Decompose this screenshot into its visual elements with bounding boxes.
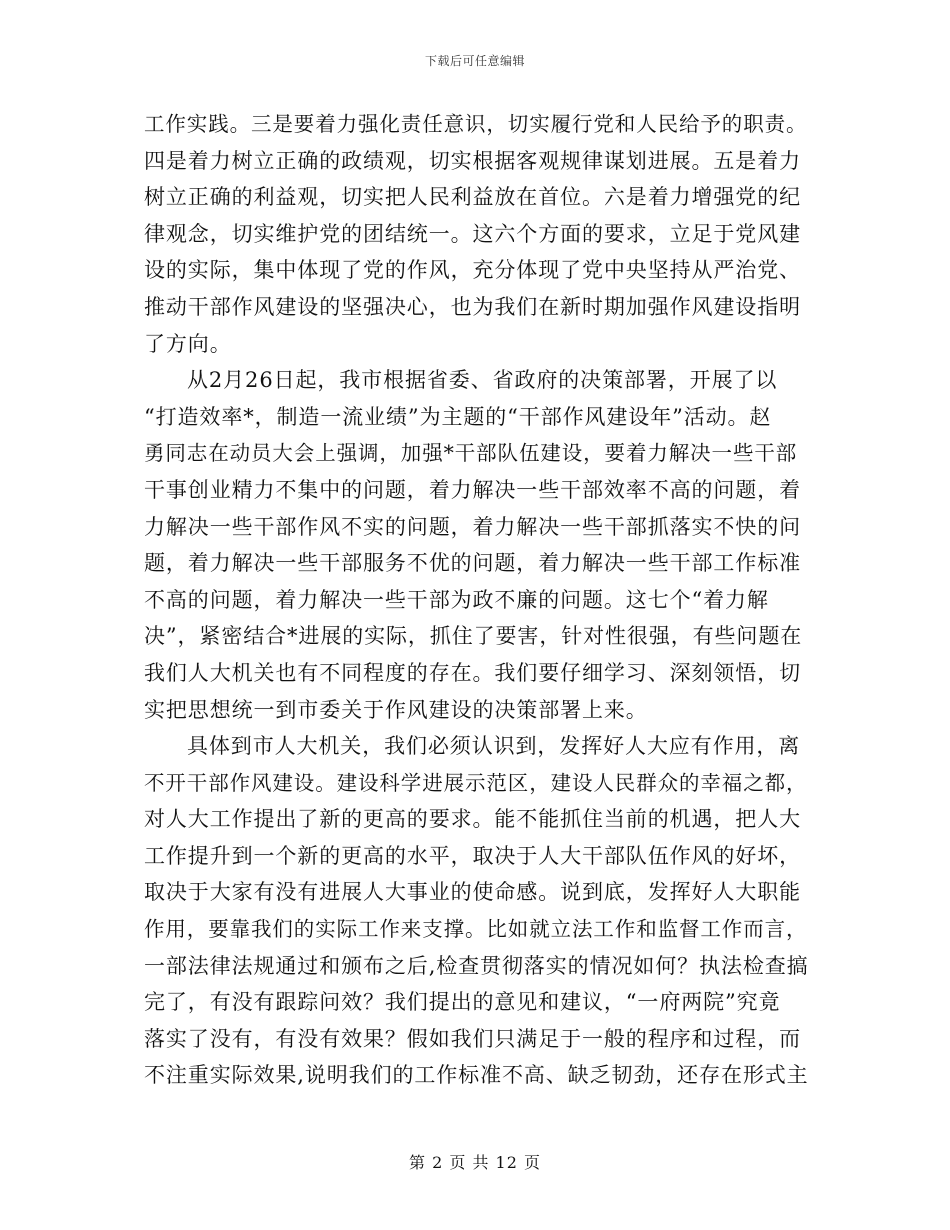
body-line: 力解决一些干部作风不实的问题，着力解决一些干部抓落实不快的问 bbox=[144, 514, 801, 539]
document-body bbox=[144, 106, 810, 1094]
paragraph-start-line: 具体到市人大机关，我们必须认识到，发挥好人大应有作用，离 bbox=[187, 734, 801, 759]
body-line: 完了，有没有跟踪问效？我们提出的意见和建议，“一府两院”究竟 bbox=[144, 990, 781, 1015]
body-line: 工作实践。三是要着力强化责任意识，切实履行党和人民给予的职责。 bbox=[144, 112, 808, 136]
page-footer: 第 2 页 共 12 页 bbox=[409, 1153, 541, 1172]
body-line: 推动干部作风建设的坚强决心，也为我们在新时期加强作风建设指明 bbox=[144, 294, 801, 319]
body-line: 干事创业精力不集中的问题，着力解决一些干部效率不高的问题，着 bbox=[144, 477, 801, 502]
body-line: 取决于大家有没有进展人大事业的使命感。说到底，发挥好人大职能 bbox=[144, 880, 801, 905]
body-line: 我们人大机关也有不同程度的存在。我们要仔细学习、深刻领悟，切 bbox=[144, 660, 801, 685]
body-line: 律观念，切实维护党的团结统一。这六个方面的要求，立足于党风建 bbox=[144, 221, 801, 246]
body-line: 决”，紧密结合*进展的实际，抓住了要害，针对性很强，有些问题在 bbox=[144, 624, 803, 649]
body-line: 不高的问题，着力解决一些干部为政不廉的问题。这七个“着力解 bbox=[144, 587, 769, 612]
body-line: 实把思想统一到市委关于作风建设的决策部署上来。 bbox=[144, 697, 648, 722]
body-line: 作用，要靠我们的实际工作来支撑。比如就立法工作和监督工作而言， bbox=[144, 917, 808, 942]
body-line: 四是着力树立正确的政绩观，切实根据客观规律谋划进展。五是着力 bbox=[144, 148, 801, 173]
body-line: 落实了没有，有没有效果？假如我们只满足于一般的程序和过程，而 bbox=[144, 1026, 801, 1051]
body-line: 设的实际，集中体现了党的作风，充分体现了党中央坚持从严治党、 bbox=[144, 258, 801, 283]
body-line: 了方向。 bbox=[144, 331, 232, 356]
body-line: “打造效率*，制造一流业绩”为主题的“干部作风建设年”活动。赵 bbox=[144, 404, 772, 429]
body-line: 对人大工作提出了新的更高的要求。能不能抓住当前的机遇，把人大 bbox=[144, 807, 801, 832]
body-line: 不注重实际效果,说明我们的工作标准不高、缺乏韧劲，还存在形式主 bbox=[144, 1063, 809, 1088]
body-line: 树立正确的利益观，切实把人民利益放在首位。六是着力增强党的纪 bbox=[144, 185, 801, 210]
body-line: 工作提升到一个新的更高的水平，取决于人大干部队伍作风的好坏， bbox=[144, 843, 801, 868]
paragraph-start-line: 从2月26日起，我市根据省委、省政府的决策部署，开展了以 bbox=[187, 368, 778, 393]
body-line: 一部法律法规通过和颁布之后,检查贯彻落实的情况如何？执法检查搞 bbox=[144, 953, 809, 978]
body-line: 题，着力解决一些干部服务不优的问题，着力解决一些干部工作标准 bbox=[144, 551, 801, 576]
body-line: 不开干部作风建设。建设科学进展示范区，建设人民群众的幸福之都， bbox=[144, 770, 808, 795]
page-header: 下载后可任意编辑 bbox=[424, 54, 525, 68]
body-line: 勇同志在动员大会上强调，加强*干部队伍建设，要着力解决一些干部 bbox=[144, 441, 798, 466]
